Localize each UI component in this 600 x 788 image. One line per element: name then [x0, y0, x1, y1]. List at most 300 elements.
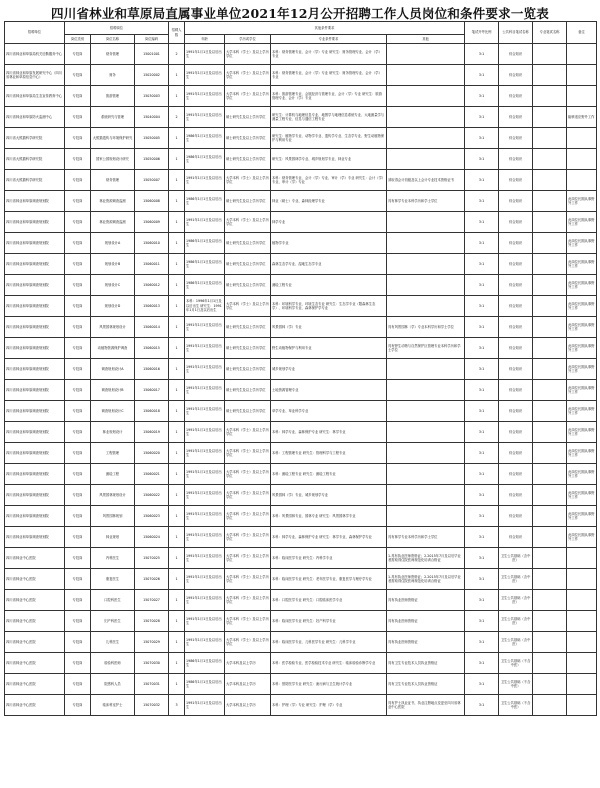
cell-written-subject: 综合知识 [499, 86, 533, 107]
cell-ratio: 3:1 [465, 653, 499, 674]
cell-post-name: 林业资源调查监测 [91, 191, 135, 212]
cell-other [387, 275, 465, 296]
cell-unit: 四川省林业和草原调查规划院 [5, 212, 65, 233]
cell-post-name: 检验科医师 [91, 653, 135, 674]
table-row [5, 338, 597, 359]
cell-post-code: 15070029 [135, 632, 169, 653]
cell-education: 硕士研究生及以上学历学位 [225, 128, 271, 149]
cell-unit: 四川省大熊猫科学研究院 [5, 149, 65, 170]
table-row [5, 275, 597, 296]
cell-written-subject: 综合知识 [499, 170, 533, 191]
cell-other: 具有卫生专业技术人员执业资格证 [387, 674, 465, 695]
cell-age: 1991年1月1日及以后出生 [185, 590, 225, 611]
cell-count: 1 [169, 632, 185, 653]
cell-age: 1991年1月1日及以后出生 [185, 611, 225, 632]
cell-other: 1.具有执业医师资格证；2.2015年7月及以后毕业者需取得住院医师规范化培训合格证 [387, 548, 465, 569]
cell-post-code: 15060008 [135, 191, 169, 212]
cell-remark: 此岗位长期从事野外工作 [567, 506, 597, 527]
cell-unit: 四川省林业中心医院 [5, 590, 65, 611]
cell-post-code: 15070028 [135, 611, 169, 632]
cell-pro-subject [533, 569, 567, 590]
cell-written-subject: 综合知识 [499, 128, 533, 149]
cell-pro-subject [533, 170, 567, 191]
cell-major: 研究生：风景园林学专业、城乡规划学专业、林业专业 [271, 149, 387, 170]
cell-major: 本科：旅游管理专业、会展经济与管理专业、会计（学）专业 研究生：旅游管理专业、会计（学）专业 [271, 86, 387, 107]
cell-age: 1991年1月1日及以后出生 [185, 422, 225, 443]
cell-other [387, 233, 465, 254]
cell-other [387, 254, 465, 275]
cell-ratio: 3:1 [465, 338, 499, 359]
cell-age: 1986年1月1日及以后出生 [185, 191, 225, 212]
cell-post-type: 专技岗 [65, 632, 91, 653]
cell-remark: 此岗位长期从事野外工作 [567, 338, 597, 359]
cell-count: 1 [169, 149, 185, 170]
cell-count: 1 [169, 338, 185, 359]
cell-other: 具有野生动物与自然保护区管理专业本科学历和学士学位 [387, 338, 465, 359]
cell-other [387, 380, 465, 401]
cell-unit: 四川省林业和草原局生态宣传教育中心 [5, 86, 65, 107]
cell-written-subject: 综合知识 [499, 191, 533, 212]
cell-written-subject: 综合知识 [499, 527, 533, 548]
cell-education: 大学本科（学士）及以上学历学位 [225, 296, 271, 317]
cell-written-subject: 综合知识 [499, 317, 533, 338]
cell-pro-subject [533, 653, 567, 674]
table-row [5, 506, 597, 527]
table-row [5, 653, 597, 674]
cell-major: 城乡规划学专业 [271, 359, 387, 380]
cell-written-subject: 卫生公共基础（含中医） [499, 569, 533, 590]
cell-ratio: 3:1 [465, 149, 499, 170]
cell-age: 1991年1月1日及以后出生 [185, 317, 225, 338]
cell-post-name: 规划设计A [91, 233, 135, 254]
table-row [5, 107, 597, 128]
cell-ratio: 3:1 [465, 590, 499, 611]
cell-unit: 四川省林业和草原调查规划院 [5, 191, 65, 212]
cell-unit: 四川省林业中心医院 [5, 632, 65, 653]
cell-ratio: 3:1 [465, 548, 499, 569]
cell-age: 1986年1月1日及以后出生 [185, 275, 225, 296]
cell-remark [567, 695, 597, 716]
cell-remark [567, 86, 597, 107]
cell-education: 硕士研究生及以上学历学位 [225, 401, 271, 422]
cell-remark: 此岗位长期从事野外工作 [567, 296, 597, 317]
cell-remark [567, 632, 597, 653]
cell-pro-subject [533, 527, 567, 548]
cell-education: 大学本科（学士）及以上学历学位 [225, 86, 271, 107]
cell-ratio: 3:1 [465, 443, 499, 464]
cell-post-name: 调查规划设计A [91, 359, 135, 380]
cell-remark: 此岗位长期从事野外工作 [567, 359, 597, 380]
cell-post-type: 专技岗 [65, 548, 91, 569]
cell-age: 1986年1月1日及以后出生 [185, 128, 225, 149]
cell-major: 本科：财务管理专业、会计（学）专业 研究生：财务管理专业、会计（学）专业 [271, 44, 387, 65]
cell-unit: 四川省林业和草原调查规划院 [5, 275, 65, 296]
cell-other: 具有执业医师资格证 [387, 632, 465, 653]
header-post-group: 招聘岗位 [65, 22, 169, 35]
cell-written-subject: 综合知识 [499, 296, 533, 317]
cell-post-name: 工程管理 [91, 443, 135, 464]
cell-post-name: 风景园林规划设计 [91, 317, 135, 338]
cell-written-subject: 综合知识 [499, 422, 533, 443]
cell-pro-subject [533, 149, 567, 170]
cell-post-type: 专技岗 [65, 254, 91, 275]
cell-written-subject: 综合知识 [499, 233, 533, 254]
cell-post-code: 15060016 [135, 359, 169, 380]
cell-major: 本科：风景园林专业、园林专业 研究生：风景园林学专业 [271, 506, 387, 527]
cell-written-subject: 综合知识 [499, 107, 533, 128]
cell-written-subject: 卫生公共基础（不含中医） [499, 695, 533, 716]
cell-remark: 此岗位长期从事野外工作 [567, 464, 597, 485]
cell-remark: 此岗位长期从事野外工作 [567, 275, 597, 296]
cell-education: 大学本科（学士）及以上学历学位 [225, 443, 271, 464]
document-title: 四川省林业和草原局直属事业单位2021年12月公开招聘工作人员岗位和条件要求一览表 [51, 6, 549, 21]
table-row [5, 170, 597, 191]
cell-remark [567, 590, 597, 611]
cell-count: 2 [169, 44, 185, 65]
cell-post-name: 国家公园规划设计研究 [91, 149, 135, 170]
cell-other: 具有执业医师资格证 [387, 611, 465, 632]
cell-age: 1991年1月1日及以后出生 [185, 548, 225, 569]
cell-unit: 四川省林业和草原调查规划院 [5, 380, 65, 401]
cell-remark: 此岗位长期从事野外工作 [567, 254, 597, 275]
cell-pro-subject [533, 485, 567, 506]
cell-ratio: 3:1 [465, 422, 499, 443]
table-row [5, 548, 597, 569]
cell-post-code: 15001001 [135, 44, 169, 65]
cell-ratio: 3:1 [465, 569, 499, 590]
cell-post-name: 财务管理 [91, 44, 135, 65]
cell-pro-subject [533, 590, 567, 611]
table-row [5, 254, 597, 275]
cell-written-subject: 综合知识 [499, 359, 533, 380]
cell-post-type: 专技岗 [65, 338, 91, 359]
cell-pro-subject [533, 254, 567, 275]
cell-age: 1991年1月1日及以后出生 [185, 443, 225, 464]
cell-ratio: 3:1 [465, 107, 499, 128]
cell-age: 1991年1月1日及以后出生 [185, 212, 225, 233]
cell-remark: 此岗位长期从事野外工作 [567, 317, 597, 338]
table-row [5, 191, 597, 212]
cell-age: 1986年1月1日及以后出生 [185, 653, 225, 674]
cell-unit: 四川省林业和草原调查规划院 [5, 422, 65, 443]
cell-post-name: 规划设计D [91, 296, 135, 317]
cell-age: 1991年1月1日及以后出生 [185, 485, 225, 506]
recruitment-table [4, 21, 597, 716]
cell-major: 本科：临床医学专业 研究生：内科学专业 [271, 548, 387, 569]
cell-major: 研究生：计算机与地理信息专业、地图学与地理信息系统专业、大地测量学与测量工程专业、信息与通信工程专业 [271, 107, 387, 128]
cell-post-code: 15070026 [135, 569, 169, 590]
cell-age: 1991年1月1日及以后出生 [185, 401, 225, 422]
cell-ratio: 3:1 [465, 275, 499, 296]
cell-unit: 四川省大熊猫科学研究院 [5, 170, 65, 191]
cell-pro-subject [533, 65, 567, 86]
cell-pro-subject [533, 275, 567, 296]
cell-count: 1 [169, 233, 185, 254]
cell-education: 大学本科及以上学历 [225, 653, 271, 674]
cell-pro-subject [533, 359, 567, 380]
cell-count: 1 [169, 254, 185, 275]
cell-ratio: 3:1 [465, 527, 499, 548]
cell-ratio: 3:1 [465, 317, 499, 338]
cell-other [387, 422, 465, 443]
cell-post-type: 专技岗 [65, 65, 91, 86]
cell-count: 1 [169, 128, 185, 149]
header-pro-subject: 专业笔试名称 [533, 22, 567, 44]
cell-unit: 四川省林业中心医院 [5, 653, 65, 674]
cell-count: 1 [169, 317, 185, 338]
cell-education: 大学本科（学士）及以上学历学位 [225, 632, 271, 653]
table-row [5, 401, 597, 422]
cell-post-name: 院感科人员 [91, 674, 135, 695]
cell-major: 本科：财务管理专业、会计（学）专业 研究生：财务管理专业、会计（学）专业 [271, 65, 387, 86]
table-row [5, 128, 597, 149]
cell-post-type: 专技岗 [65, 191, 91, 212]
cell-post-type: 专技岗 [65, 380, 91, 401]
table-row [5, 674, 597, 695]
cell-post-type: 专技岗 [65, 170, 91, 191]
cell-other [387, 212, 465, 233]
cell-ratio: 3:1 [465, 380, 499, 401]
cell-written-subject: 综合知识 [499, 506, 533, 527]
cell-unit: 四川省林业中心医院 [5, 611, 65, 632]
cell-age: 本科：1996年1月1日及以后出生 研究生：1991年1月1日及以后出生 [185, 296, 225, 317]
cell-education: 硕士研究生及以上学历学位 [225, 380, 271, 401]
cell-remark [567, 128, 597, 149]
cell-major: 风景园林（学）专业 [271, 317, 387, 338]
cell-written-subject: 卫生公共基础（含中医） [499, 632, 533, 653]
cell-post-code: 15060022 [135, 485, 169, 506]
cell-count: 1 [169, 506, 185, 527]
cell-pro-subject [533, 464, 567, 485]
cell-post-code: 15070027 [135, 590, 169, 611]
cell-ratio: 3:1 [465, 170, 499, 191]
cell-post-code: 15070025 [135, 548, 169, 569]
table-row [5, 380, 597, 401]
cell-unit: 四川省林业和草原调查规划院 [5, 401, 65, 422]
cell-age: 1991年1月1日及以后出生 [185, 65, 225, 86]
cell-age: 1986年1月1日及以后出生 [185, 674, 225, 695]
table-row [5, 527, 597, 548]
header-post-code: 岗位编码 [135, 35, 169, 44]
cell-ratio: 3:1 [465, 296, 499, 317]
header-ratio: 笔试开考比例 [465, 22, 499, 44]
cell-post-type: 专技岗 [65, 527, 91, 548]
cell-post-name: 财务管理 [91, 170, 135, 191]
cell-education: 大学本科（学士）及以上学历学位 [225, 422, 271, 443]
cell-post-code: 15060018 [135, 401, 169, 422]
cell-post-type: 专技岗 [65, 674, 91, 695]
header-age: 年龄 [185, 35, 225, 44]
cell-post-type: 专技岗 [65, 86, 91, 107]
cell-unit: 四川省林业和草原调查规划院 [5, 296, 65, 317]
cell-education: 大学本科（学士）及以上学历学位 [225, 611, 271, 632]
cell-age: 1991年1月1日及以后出生 [185, 359, 225, 380]
cell-education: 硕士研究生及以上学历学位 [225, 149, 271, 170]
cell-major: 本科：工程管理专业 研究生：管理科学与工程专业 [271, 443, 387, 464]
cell-education: 大学本科（学士）及以上学历学位 [225, 44, 271, 65]
cell-count: 1 [169, 548, 185, 569]
cell-written-subject: 综合知识 [499, 485, 533, 506]
cell-post-name: 测绘工程 [91, 464, 135, 485]
header-remark: 备注 [567, 22, 597, 44]
cell-remark [567, 569, 597, 590]
cell-education: 硕士研究生及以上学历学位 [225, 338, 271, 359]
cell-unit: 四川省林业和草原调查规划院 [5, 464, 65, 485]
cell-unit: 四川省林业和草原调查规划院 [5, 254, 65, 275]
cell-remark: 能够适应野外工作 [567, 107, 597, 128]
table-row [5, 590, 597, 611]
table-row [5, 212, 597, 233]
cell-unit: 四川省林业中心医院 [5, 674, 65, 695]
table-row [5, 296, 597, 317]
cell-count: 1 [169, 275, 185, 296]
header-conditions: 其他条件要求 [185, 22, 465, 35]
cell-education: 硕士研究生及以上学历学位 [225, 317, 271, 338]
cell-post-name: 大熊猫遗传与环境保护研究 [91, 128, 135, 149]
cell-post-code: 15070032 [135, 695, 169, 716]
cell-written-subject: 综合知识 [499, 254, 533, 275]
cell-count: 1 [169, 296, 185, 317]
cell-major: 本科：口腔医学专业 研究生：口腔临床医学专业 [271, 590, 387, 611]
cell-other: 具有林学专业本科学历和学士学位 [387, 527, 465, 548]
cell-remark: 此岗位长期从事野外工作 [567, 233, 597, 254]
cell-other [387, 107, 465, 128]
cell-post-code: 15060009 [135, 212, 169, 233]
cell-age: 1986年1月1日及以后出生 [185, 254, 225, 275]
cell-age: 1991年1月1日及以后出生 [185, 44, 225, 65]
table-row [5, 65, 597, 86]
cell-other [387, 44, 465, 65]
cell-age: 1991年1月1日及以后出生 [185, 695, 225, 716]
cell-education: 硕士研究生及以上学历学位 [225, 275, 271, 296]
cell-major: 林学专业 [271, 212, 387, 233]
cell-remark [567, 674, 597, 695]
cell-pro-subject [533, 380, 567, 401]
cell-written-subject: 综合知识 [499, 464, 533, 485]
cell-major: 本科：财务管理专业、会计（学）专业、审计（学）专业 研究生：会计（学）专业、审计（学）专业 [271, 170, 387, 191]
table-row [5, 233, 597, 254]
cell-post-code: 15060024 [135, 527, 169, 548]
cell-post-name: 妇产科医生 [91, 611, 135, 632]
cell-post-code: 15060011 [135, 254, 169, 275]
cell-ratio: 3:1 [465, 485, 499, 506]
cell-education: 大学本科（学士）及以上学历学位 [225, 170, 271, 191]
cell-education: 硕士研究生及以上学历学位 [225, 191, 271, 212]
table-row [5, 86, 597, 107]
cell-post-code: 15070030 [135, 653, 169, 674]
header-other: 其他 [387, 35, 465, 44]
cell-other: 具有风景园林（学）专业本科学历和学士学位 [387, 317, 465, 338]
cell-remark [567, 653, 597, 674]
header-education: 学历或学位 [225, 35, 271, 44]
table-row [5, 569, 597, 590]
cell-education: 大学本科及以上学历 [225, 695, 271, 716]
cell-major: 林业（硕士）专业、森林经理学专业 [271, 191, 387, 212]
cell-post-type: 专技岗 [65, 401, 91, 422]
cell-count: 1 [169, 590, 185, 611]
cell-post-name: 财务 [91, 65, 135, 86]
cell-written-subject: 卫生公共基础（含中医） [499, 548, 533, 569]
cell-post-code: 15050007 [135, 170, 169, 191]
cell-ratio: 3:1 [465, 212, 499, 233]
table-body [5, 44, 597, 716]
cell-post-name: 风景园林规划设计 [91, 485, 135, 506]
cell-pro-subject [533, 317, 567, 338]
header-post-name: 岗位名称 [91, 35, 135, 44]
cell-post-code: 15060010 [135, 233, 169, 254]
cell-post-type: 专技岗 [65, 485, 91, 506]
cell-education: 大学本科（学士）及以上学历学位 [225, 485, 271, 506]
cell-major: 森林生态学专业、湿地生态学专业 [271, 254, 387, 275]
cell-age: 1986年1月1日及以后出生 [185, 149, 225, 170]
cell-other: 1.具有执业医师资格证；2.2015年7月及以后毕业者需取得住院医师规范化培训合格证 [387, 569, 465, 590]
cell-pro-subject [533, 233, 567, 254]
cell-count: 1 [169, 674, 185, 695]
cell-ratio: 3:1 [465, 86, 499, 107]
cell-post-type: 专技岗 [65, 44, 91, 65]
cell-major: 本科：林学专业、森林保护专业 研究生：林学专业、森林保护学专业 [271, 527, 387, 548]
cell-written-subject: 卫生公共基础（不含中医） [499, 653, 533, 674]
table-row [5, 359, 597, 380]
cell-education: 大学本科及以上学历 [225, 674, 271, 695]
cell-post-type: 专技岗 [65, 359, 91, 380]
cell-post-code: 15070031 [135, 674, 169, 695]
cell-pro-subject [533, 695, 567, 716]
cell-ratio: 3:1 [465, 359, 499, 380]
cell-written-subject: 综合知识 [499, 149, 533, 170]
cell-post-code: 15030003 [135, 86, 169, 107]
cell-major: 本科：临床医学专业 研究生：老年医学专业、康复医学与理疗学专业 [271, 569, 387, 590]
cell-ratio: 3:1 [465, 401, 499, 422]
cell-ratio: 3:1 [465, 191, 499, 212]
cell-other [387, 128, 465, 149]
cell-pro-subject [533, 401, 567, 422]
cell-remark: 此岗位长期从事野外工作 [567, 422, 597, 443]
cell-other: 具有护士执业证书，执业注册地点变更至四川省林业中心医院 [387, 695, 465, 716]
cell-major: 风景园林（学）专业、城乡规划学专业 [271, 485, 387, 506]
cell-written-subject: 综合知识 [499, 65, 533, 86]
cell-post-type: 专技岗 [65, 317, 91, 338]
cell-post-code: 15060021 [135, 464, 169, 485]
cell-post-type: 专技岗 [65, 611, 91, 632]
cell-count: 1 [169, 380, 185, 401]
cell-post-name: 康复医生 [91, 569, 135, 590]
cell-written-subject: 卫生公共基础（含中医） [499, 590, 533, 611]
cell-age: 1986年1月1日及以后出生 [185, 233, 225, 254]
cell-ratio: 3:1 [465, 65, 499, 86]
cell-post-code: 15040004 [135, 107, 169, 128]
cell-age: 1991年1月1日及以后出生 [185, 86, 225, 107]
cell-post-type: 专技岗 [65, 212, 91, 233]
table-header [5, 22, 597, 44]
cell-written-subject: 综合知识 [499, 44, 533, 65]
cell-major: 本科：预防医学专业 研究生：流行病与卫生统计学专业 [271, 674, 387, 695]
cell-unit: 四川省林业和草原调查规划院 [5, 527, 65, 548]
cell-count: 3 [169, 695, 185, 716]
cell-post-name: 风景园林规划 [91, 506, 135, 527]
cell-ratio: 3:1 [465, 464, 499, 485]
cell-age: 1991年1月1日及以后出生 [185, 527, 225, 548]
cell-post-code: 15020002 [135, 65, 169, 86]
cell-remark: 此岗位长期从事野外工作 [567, 380, 597, 401]
cell-unit: 四川省林业和草原调查规划院 [5, 338, 65, 359]
cell-count: 1 [169, 191, 185, 212]
cell-other: 具有卫生专业技术人员执业资格证 [387, 653, 465, 674]
cell-unit: 四川省大熊猫科学研究院 [5, 128, 65, 149]
cell-pro-subject [533, 212, 567, 233]
cell-post-name: 规划设计B [91, 254, 135, 275]
cell-post-name: 林业规划设计 [91, 422, 135, 443]
